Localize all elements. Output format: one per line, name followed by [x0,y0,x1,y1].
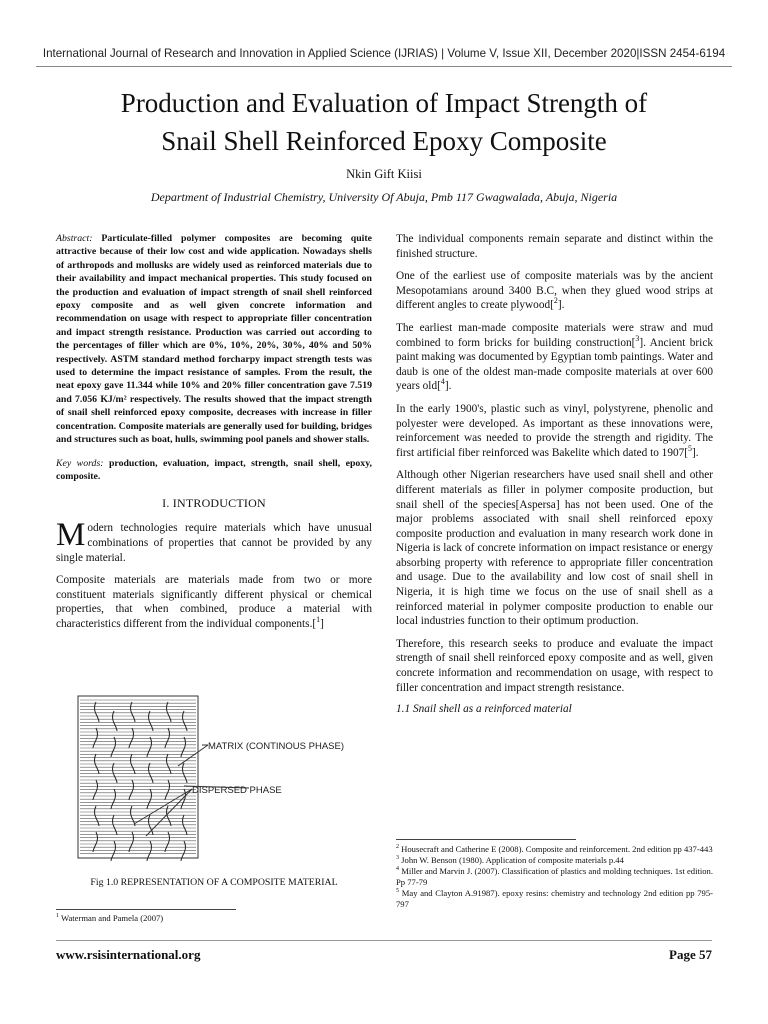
footer-url[interactable]: www.rsisinternational.org [56,947,201,962]
footnote-ref[interactable]: 4 [440,377,445,387]
section-heading-introduction: I. INTRODUCTION [162,496,266,511]
page-number: Page 57 [669,947,712,962]
footer-divider [56,940,712,941]
p3-mid-text: ]. Ancient brick paint making was documented by Egyptian tomb paintings. Water and daub is one of the oldest man-made composite materials at over 600 years old[ [396,336,714,393]
footnote-ref[interactable]: 5 [688,443,692,453]
footnote-text: May and Clayton A.91987). epoxy resins: chemistry and technology 2nd edition pp 795-797 [396,888,713,909]
intro-p2-text: Composite materials are materials made from two or more constituent materials significantly different physical or chemical properties, that when combined, produce a material with characteristics different from the individual components.[ [56,574,372,630]
dispersed-label: DISPERSED PHASE [192,785,282,796]
footnote-1 [56,913,372,924]
keywords-label: Key words: [56,457,104,469]
header-divider [36,66,732,67]
body-paragraph-3: The earliest man-made composite materials were straw and mud combined to form bricks for building construction[$^3$]. Ancient brick paint making was documented by Egyptian tomb paintings. Water and daub is one of the oldest man-made composite materials at over 600 years old[$^4$]. [396,321,714,393]
footnote-text: Miller and Marvin J. (2007). Classification of plastics and molding techniques. 1st edition. Pp 77-79 [396,866,714,887]
title-line-2: Snail Shell Reinforced Epoxy Composite [161,126,607,156]
keywords [56,457,372,484]
p2-text: One of the earliest use of composite materials was by the ancient Mesopotamians around 3400 B.C, when they glued wood strips at different angles to create plywood[ [396,270,713,312]
footnote-number: 5 [396,888,400,895]
footnote-number: 1 [56,913,60,920]
footnote-2 [396,844,713,855]
body-paragraph-6: Therefore, this research seeks to produce and evaluate the impact strength of snail shell reinforced epoxy composite and as well, given concrete information and recommendation on usage, with respect to filler concentration and impact strength resistance. [396,637,713,694]
right-column [396,232,713,715]
footnotes-left [56,913,372,924]
footnote-3 [396,855,713,866]
abstract-body: Particulate-filled polymer composites are becoming quite attractive because of their low cost and wide application. Nowadays shells of arthropods and mollusks are widely used as reinforced materials due to their availability and impact mechanical properties. This study focused on the production and evaluation of impact strength of snail shell reinforced epoxy composite and as well given concrete information and recommendation on usage with respect to appropriate filler concentration and impact strength resistance. Production was carried out according to the percentages of filler which are 0%, 10%, 20%, 30%, 40% and 50% respectively. ASTM standard method forcharpy impact strength tests was used to determine the impact resistance of samples. From the result, the neat epoxy gave 11.344 while 10% and 20% filler concentration gave 7.519 and 7.056 KJ/m² respectively. The results showed that the impact strength of snail shell reinforced epoxy composite, decreases with increase in filler concentration. Composite materials are generally used for building, bridges and structures such as boat, hulls, swimming pool panels and shower stalls. [56,233,372,446]
footnote-ref[interactable]: 2 [553,296,558,306]
body-paragraph-4: In the early 1900's, plastic such as vinyl, polystyrene, phenolic and polyester were developed. As important as these innovations were, reinforcement was needed to provide the strength and rigidity. The first artificial fiber reinforced was Bakelite which dated to 1907[$^5$]. [396,402,713,459]
intro-paragraph-2 [56,573,372,631]
author-name: Nkin Gift Kiisi [346,167,422,181]
footnote-4 [396,866,713,888]
intro-p1-text: odern technologies require materials which have unusual combinations of properties that cannot be provided by any single material. [56,522,372,564]
composite-material-figure [74,694,364,862]
footnote-text: Waterman and Pamela (2007) [61,913,164,923]
subsection-heading: 1.1 Snail shell as a reinforced material [396,703,572,716]
bracket-close: ] [320,617,324,630]
title-line-1: Production and Evaluation of Impact Strength of [120,88,648,118]
journal-header: International Journal of Research and Innovation in Applied Science (IJRIAS) | Volume V, Issue XII, December 2020|ISSN 2454-6194 [42,47,726,60]
author-affiliation: Department of Industrial Chemistry, University Of Abuja, Pmb 117 Gwagwalada, Abuja, Nigeria [150,190,618,204]
abstract [56,232,372,447]
drop-cap: M [56,517,86,554]
composite-diagram [74,694,364,862]
footnote-ref[interactable]: 3 [635,333,640,343]
abstract-label: Abstract: [56,233,93,244]
paper-title [40,84,728,160]
body-paragraph-2: One of the earliest use of composite materials was by the ancient Mesopotamians around 3400 B.C, when they glued wood strips at different angles to create plywood[$^2$]. [396,270,713,312]
footnote-divider-right [396,839,576,840]
body-paragraph-1: The individual components remain separate and distinct within the finished structure. [396,233,713,260]
footnote-text: John W. Benson (1980). Application of composite materials p.44 [401,855,624,865]
figure-caption: Fig 1.0 REPRESENTATION OF A COMPOSITE MATERIAL [90,877,338,888]
keywords-body: production, evaluation, impact, strength, snail shell, epoxy, composite. [56,457,372,482]
footnote-divider-left [56,909,236,910]
footnote-ref[interactable]: 1 [316,615,321,625]
footnote-text: Housecraft and Catherine E (2008). Composite and reinforcement. 2nd edition pp 437-443 [401,844,713,854]
p4-text: In the early 1900's, plastic such as vinyl, polystyrene, phenolic and polyester were developed. As important as these innovations were, reinforcement was needed to provide the strength and rigidity. The first artificial fiber reinforced was Bakelite which dated to 1907[ [396,402,713,459]
body-paragraph-5: Although other Nigerian researchers have used snail shell and other different materials as filler in polymer composite production, but snail shell of the species[Aspersa] has not been used. One of the major problems associated with snail shell reinforced epoxy composite production and evaluation in many research work done in Nigeria is lack of concrete information on impact resistance or energy absorbing property with reference to appropriate filler concentration and usage. Due to the availability and low cost of snail shell in Nigeria, it is high time we focus on the use of snail shell as a reinforced material in polymer composite production to enable our local industries function to their optimum production. [396,469,713,628]
footnotes-right [396,844,713,910]
footnote-number: 3 [396,855,400,862]
footnote-5 [396,888,713,910]
p3-text: The earliest man-made composite materials were straw and mud combined to form bricks for building construction[ [396,321,713,349]
footnote-number: 4 [396,866,400,873]
intro-paragraph-1 [56,517,372,565]
matrix-label: MATRIX (CONTINOUS PHASE) [208,741,344,752]
left-column [56,232,372,639]
footnote-number: 2 [396,844,400,851]
